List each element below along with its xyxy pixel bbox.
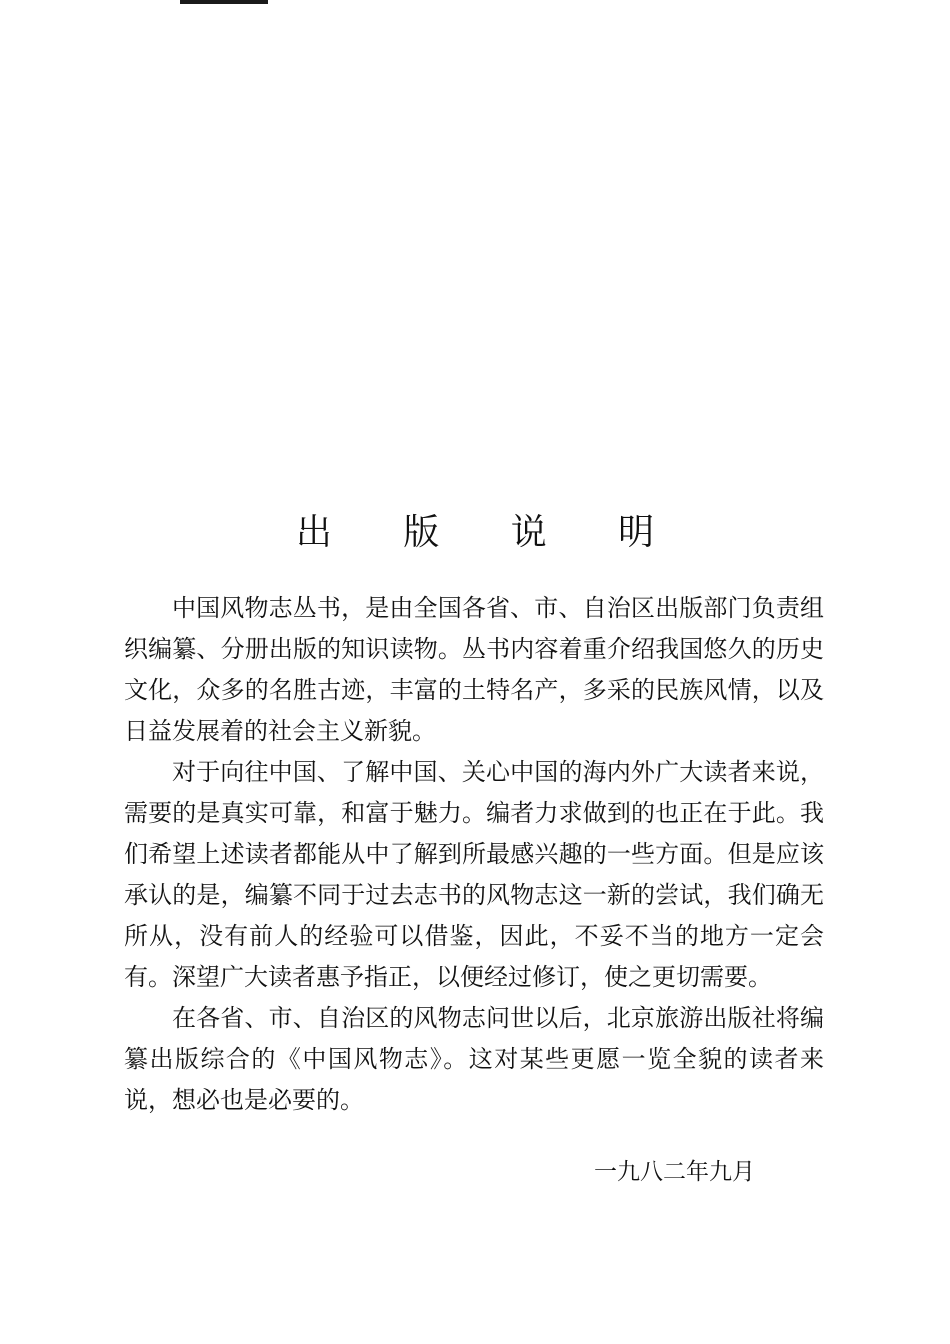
scan-artifact-mark: [180, 0, 268, 4]
body-text: [124, 588, 824, 1121]
page-title: 出 版 说 明: [295, 512, 685, 553]
paragraph-1: 中国风物志丛书，是由全国各省、市、自治区出版部门负责组织编纂、分册出版的知识读物。丛书内容着重介绍我国悠久的历史文化，众多的名胜古迹，丰富的土特名产，多采的民族风情，以及日益发展着的社会主义新貌。: [124, 594, 824, 745]
paragraph-2: 对于向往中国、了解中国、关心中国的海内外广大读者来说，需要的是真实可靠，和富于魅力。编者力求做到的也正在于此。我们希望上述读者都能从中了解到所最感兴趣的一些方面。但是应该承认的是，编纂不同于过去志书的风物志这一新的尝试，我们确无所从，没有前人的经验可以借鉴，因此，不妥不当的地方一定会有。深望广大读者惠予指正，以便经过修订，使之更切需要。: [124, 758, 824, 991]
paragraph-3: 在各省、市、自治区的风物志问世以后，北京旅游出版社将编纂出版综合的《中国风物志》。这对某些更愿一览全貌的读者来说，想必也是必要的。: [124, 1004, 824, 1114]
publication-date: 一九八二年九月: [594, 1159, 755, 1185]
